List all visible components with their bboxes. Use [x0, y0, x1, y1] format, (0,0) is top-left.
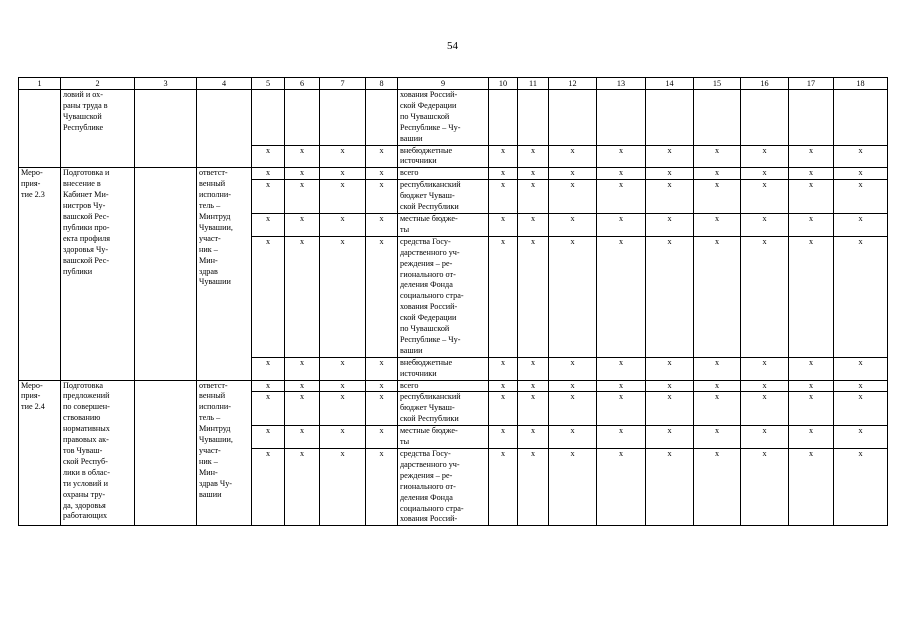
mark-cell: х — [789, 180, 834, 214]
text-line: ты — [400, 437, 410, 447]
mark-cell — [646, 90, 694, 146]
funding-source — [398, 145, 489, 168]
mark-cell: х — [285, 380, 320, 392]
mark-cell: х — [741, 168, 789, 180]
text-line: местные бюдже- — [400, 213, 458, 223]
mark-cell: х — [646, 180, 694, 214]
text-line: хования Россий- — [400, 302, 458, 312]
text-line: по Чувашской — [400, 324, 450, 334]
column-number: 2 — [61, 78, 135, 90]
mark-cell: х — [741, 145, 789, 168]
mark-cell: х — [366, 168, 398, 180]
funding-source — [398, 168, 489, 180]
mark-cell: х — [285, 213, 320, 236]
mark-cell: х — [741, 449, 789, 526]
mark-cell: х — [789, 449, 834, 526]
mark-cell: х — [646, 449, 694, 526]
mark-cell: х — [646, 145, 694, 168]
mark-cell: х — [694, 213, 741, 236]
text-line: ловий и ох- — [63, 90, 103, 99]
mark-cell — [597, 90, 646, 146]
mark-cell: х — [489, 392, 518, 426]
mark-cell: х — [320, 449, 366, 526]
text-line: Республике – Чу- — [400, 122, 461, 132]
mark-cell: х — [597, 168, 646, 180]
measure-name — [61, 380, 135, 526]
column-number: 10 — [489, 78, 518, 90]
column-number: 5 — [252, 78, 285, 90]
text-line: средства Госу- — [400, 449, 451, 458]
text-line: ответст- — [199, 168, 228, 178]
text-line: Меро- — [21, 168, 43, 178]
mark-cell: х — [789, 213, 834, 236]
mark-cell: х — [252, 392, 285, 426]
text-line: раны труда в — [63, 100, 108, 110]
text-line: ответст- — [199, 380, 228, 390]
text-line: тель – — [199, 413, 221, 423]
text-line: социального стра- — [400, 503, 464, 513]
text-line: Республике — [63, 122, 104, 132]
mark-cell: х — [597, 236, 646, 357]
mark-cell: х — [646, 168, 694, 180]
mark-cell: х — [741, 426, 789, 449]
mark-cell: х — [549, 392, 597, 426]
text-line: социального стра- — [400, 291, 464, 301]
mark-cell: х — [646, 426, 694, 449]
text-line: охраны тру- — [63, 489, 106, 499]
text-line: всего — [400, 168, 419, 178]
mark-cell: х — [252, 168, 285, 180]
table-row — [19, 90, 888, 146]
mark-cell: х — [741, 380, 789, 392]
mark-cell: х — [320, 236, 366, 357]
mark-cell: х — [597, 426, 646, 449]
mark-cell: х — [518, 392, 549, 426]
funding-source — [398, 180, 489, 214]
mark-cell: х — [489, 236, 518, 357]
text-line: вашии — [199, 489, 222, 499]
mark-cell: х — [646, 213, 694, 236]
text-line: тов Чуваш- — [63, 446, 103, 455]
mark-cell: х — [518, 380, 549, 392]
mark-cell: х — [789, 168, 834, 180]
text-line: Подготовка — [63, 380, 103, 390]
mark-cell: х — [285, 145, 320, 168]
text-line: внебюджетные — [400, 145, 453, 155]
mark-cell: х — [489, 213, 518, 236]
text-line: участ- — [199, 233, 221, 243]
mark-cell: х — [549, 180, 597, 214]
mark-cell: х — [252, 145, 285, 168]
text-line: участ- — [199, 446, 221, 455]
column-number: 7 — [320, 78, 366, 90]
mark-cell: х — [789, 392, 834, 426]
mark-cell: х — [366, 236, 398, 357]
mark-cell: х — [320, 168, 366, 180]
mark-cell: х — [834, 357, 888, 380]
text-line: республиканский — [400, 180, 461, 190]
text-line: ской Республики — [400, 414, 459, 424]
mark-cell: х — [646, 357, 694, 380]
text-line: хования Россий- — [400, 90, 458, 99]
text-line: Чувашии, — [199, 435, 233, 445]
text-line: тель – — [199, 201, 221, 211]
text-line: предложений — [63, 391, 110, 401]
mark-cell: х — [597, 357, 646, 380]
text-line: Меро- — [21, 380, 43, 390]
text-line: местные бюдже- — [400, 426, 458, 436]
mark-cell: х — [366, 145, 398, 168]
mark-cell: х — [489, 357, 518, 380]
column-number: 16 — [741, 78, 789, 90]
mark-cell: х — [549, 449, 597, 526]
goal-cell — [135, 90, 197, 168]
mark-cell — [694, 90, 741, 146]
mark-cell: х — [320, 426, 366, 449]
executor-cell — [197, 168, 252, 380]
program-table — [18, 77, 888, 526]
text-line: Республике – Чу- — [400, 334, 461, 344]
measure-code — [19, 90, 61, 168]
text-line: ник – — [199, 244, 218, 254]
text-line: гионального от- — [400, 269, 456, 279]
mark-cell: х — [285, 168, 320, 180]
mark-cell — [518, 90, 549, 146]
text-line: ской Федерации — [400, 313, 457, 323]
text-line: нормативных — [63, 424, 110, 434]
mark-cell: х — [366, 357, 398, 380]
text-line: венный — [199, 179, 226, 189]
mark-cell: х — [489, 168, 518, 180]
mark-cell: х — [252, 213, 285, 236]
text-line: ти условий и — [63, 478, 108, 488]
mark-cell: х — [646, 380, 694, 392]
funding-source — [398, 392, 489, 426]
table-row — [19, 168, 888, 180]
mark-cell: х — [789, 426, 834, 449]
mark-cell: х — [597, 380, 646, 392]
mark-cell: х — [366, 426, 398, 449]
mark-cell: х — [646, 236, 694, 357]
text-line: ской Респуб- — [63, 456, 108, 466]
text-line: по Чувашской — [400, 111, 450, 121]
mark-cell: х — [741, 357, 789, 380]
mark-cell: х — [694, 392, 741, 426]
mark-cell — [320, 90, 366, 146]
text-line: Мин- — [199, 467, 218, 477]
column-number: 14 — [646, 78, 694, 90]
text-line: вашии — [400, 133, 423, 143]
text-line: Минтруд — [199, 211, 231, 221]
measure-code — [19, 168, 61, 380]
mark-cell: х — [646, 392, 694, 426]
mark-cell: х — [549, 213, 597, 236]
mark-cell: х — [366, 380, 398, 392]
mark-cell: х — [741, 213, 789, 236]
text-line: источники — [400, 368, 437, 378]
text-line: дарственного уч- — [400, 247, 460, 257]
mark-cell — [285, 90, 320, 146]
mark-cell: х — [489, 449, 518, 526]
mark-cell: х — [789, 357, 834, 380]
text-line: хования Россий- — [400, 514, 458, 524]
mark-cell: х — [320, 180, 366, 214]
text-line: вашии — [400, 345, 423, 355]
mark-cell: х — [694, 357, 741, 380]
column-number-row — [19, 78, 888, 90]
text-line: дарственного уч- — [400, 459, 460, 469]
mark-cell: х — [285, 426, 320, 449]
funding-source — [398, 380, 489, 392]
mark-cell: х — [549, 236, 597, 357]
text-line: венный — [199, 391, 226, 401]
funding-source — [398, 357, 489, 380]
mark-cell: х — [252, 236, 285, 357]
text-line: лики в облас- — [63, 467, 110, 477]
mark-cell: х — [518, 357, 549, 380]
text-line: правовых ак- — [63, 435, 109, 445]
text-line: реждения – ре- — [400, 258, 453, 268]
text-line: публики про- — [63, 222, 110, 232]
funding-source — [398, 236, 489, 357]
mark-cell: х — [597, 392, 646, 426]
text-line: реждения – ре- — [400, 470, 453, 480]
mark-cell: х — [834, 380, 888, 392]
executor-cell — [197, 90, 252, 168]
goal-cell — [135, 168, 197, 380]
mark-cell: х — [518, 449, 549, 526]
mark-cell: х — [597, 213, 646, 236]
mark-cell: х — [366, 213, 398, 236]
text-line: ской Республики — [400, 202, 459, 212]
funding-source — [398, 426, 489, 449]
mark-cell: х — [834, 392, 888, 426]
mark-cell: х — [741, 392, 789, 426]
text-line: Подготовка и — [63, 168, 110, 178]
mark-cell — [741, 90, 789, 146]
mark-cell — [366, 90, 398, 146]
text-line: Чувашской — [63, 111, 102, 121]
mark-cell: х — [694, 426, 741, 449]
mark-cell: х — [320, 392, 366, 426]
mark-cell: х — [549, 426, 597, 449]
text-line: тие 2.3 — [21, 190, 45, 200]
measure-name — [61, 168, 135, 380]
text-line: нистров Чу- — [63, 201, 106, 211]
mark-cell — [549, 90, 597, 146]
text-line: публики — [63, 266, 93, 276]
mark-cell: х — [252, 180, 285, 214]
column-number: 18 — [834, 78, 888, 90]
column-number: 1 — [19, 78, 61, 90]
measure-code — [19, 380, 61, 526]
text-line: бюджет Чуваш- — [400, 191, 455, 201]
text-line: да, здоровья — [63, 500, 106, 510]
column-number: 6 — [285, 78, 320, 90]
funding-source — [398, 90, 489, 146]
funding-source — [398, 449, 489, 526]
measure-name — [61, 90, 135, 168]
mark-cell: х — [320, 380, 366, 392]
text-line: работающих — [63, 511, 108, 521]
text-line: Мин- — [199, 255, 218, 265]
mark-cell: х — [789, 236, 834, 357]
mark-cell: х — [834, 213, 888, 236]
text-line: вашской Рес- — [63, 211, 110, 221]
mark-cell: х — [285, 449, 320, 526]
text-line: прия- — [21, 391, 41, 401]
mark-cell: х — [366, 449, 398, 526]
text-line: ской Федерации — [400, 100, 457, 110]
column-number: 4 — [197, 78, 252, 90]
text-line: здоровья Чу- — [63, 244, 109, 254]
mark-cell: х — [694, 449, 741, 526]
mark-cell: х — [285, 180, 320, 214]
text-line: ты — [400, 224, 410, 234]
goal-cell — [135, 380, 197, 526]
mark-cell: х — [834, 168, 888, 180]
mark-cell: х — [518, 236, 549, 357]
mark-cell: х — [366, 180, 398, 214]
text-line: Минтруд — [199, 424, 231, 434]
mark-cell: х — [834, 236, 888, 357]
text-line: по совершен- — [63, 402, 110, 412]
column-number: 12 — [549, 78, 597, 90]
column-number: 8 — [366, 78, 398, 90]
table-row — [19, 380, 888, 392]
mark-cell: х — [597, 145, 646, 168]
mark-cell: х — [789, 145, 834, 168]
mark-cell: х — [549, 168, 597, 180]
mark-cell: х — [366, 392, 398, 426]
mark-cell: х — [285, 236, 320, 357]
mark-cell: х — [694, 380, 741, 392]
mark-cell: х — [694, 168, 741, 180]
mark-cell — [252, 90, 285, 146]
mark-cell: х — [741, 180, 789, 214]
mark-cell: х — [285, 357, 320, 380]
mark-cell: х — [252, 357, 285, 380]
column-number: 11 — [518, 78, 549, 90]
mark-cell: х — [549, 145, 597, 168]
text-line: здрав Чу- — [199, 478, 233, 488]
mark-cell: х — [489, 426, 518, 449]
page-number: 54 — [447, 40, 458, 52]
text-line: внесение в — [63, 179, 101, 189]
mark-cell: х — [834, 426, 888, 449]
mark-cell: х — [320, 357, 366, 380]
mark-cell: х — [285, 392, 320, 426]
mark-cell: х — [597, 180, 646, 214]
mark-cell — [489, 90, 518, 146]
mark-cell: х — [834, 145, 888, 168]
mark-cell: х — [834, 449, 888, 526]
mark-cell: х — [741, 236, 789, 357]
column-number: 15 — [694, 78, 741, 90]
text-line: Кабинет Ми- — [63, 190, 109, 200]
mark-cell: х — [834, 180, 888, 214]
column-number: 3 — [135, 78, 197, 90]
text-line: тие 2.4 — [21, 402, 45, 412]
mark-cell: х — [320, 145, 366, 168]
executor-cell — [197, 380, 252, 526]
mark-cell: х — [320, 213, 366, 236]
text-line: гионального от- — [400, 481, 456, 491]
mark-cell: х — [549, 380, 597, 392]
text-line: прия- — [21, 179, 41, 189]
text-line: ник – — [199, 456, 218, 466]
text-line: Чувашии — [199, 277, 231, 287]
mark-cell: х — [518, 180, 549, 214]
mark-cell: х — [549, 357, 597, 380]
column-number: 17 — [789, 78, 834, 90]
text-line: бюджет Чуваш- — [400, 403, 455, 413]
mark-cell: х — [694, 236, 741, 357]
mark-cell: х — [489, 380, 518, 392]
text-line: деления Фонда — [400, 492, 453, 502]
mark-cell: х — [518, 168, 549, 180]
text-line: вашской Рес- — [63, 255, 110, 265]
text-line: всего — [400, 380, 419, 390]
mark-cell — [789, 90, 834, 146]
funding-source — [398, 213, 489, 236]
mark-cell: х — [252, 449, 285, 526]
mark-cell: х — [252, 426, 285, 449]
text-line: здрав — [199, 266, 218, 276]
mark-cell: х — [518, 145, 549, 168]
mark-cell: х — [694, 145, 741, 168]
mark-cell: х — [694, 180, 741, 214]
mark-cell: х — [489, 145, 518, 168]
mark-cell: х — [518, 213, 549, 236]
text-line: внебюджетные — [400, 357, 453, 367]
text-line: деления Фонда — [400, 280, 453, 290]
text-line: ствованию — [63, 413, 101, 423]
mark-cell: х — [252, 380, 285, 392]
text-line: исполни- — [199, 402, 231, 412]
mark-cell: х — [789, 380, 834, 392]
mark-cell: х — [597, 449, 646, 526]
mark-cell: х — [489, 180, 518, 214]
mark-cell — [834, 90, 888, 146]
text-line: исполни- — [199, 190, 231, 200]
text-line: республиканский — [400, 392, 461, 402]
text-line: екта профиля — [63, 233, 110, 243]
text-line: Чувашии, — [199, 222, 233, 232]
text-line: средства Госу- — [400, 236, 451, 246]
text-line: источники — [400, 156, 437, 166]
column-number: 9 — [398, 78, 489, 90]
mark-cell: х — [518, 426, 549, 449]
column-number: 13 — [597, 78, 646, 90]
